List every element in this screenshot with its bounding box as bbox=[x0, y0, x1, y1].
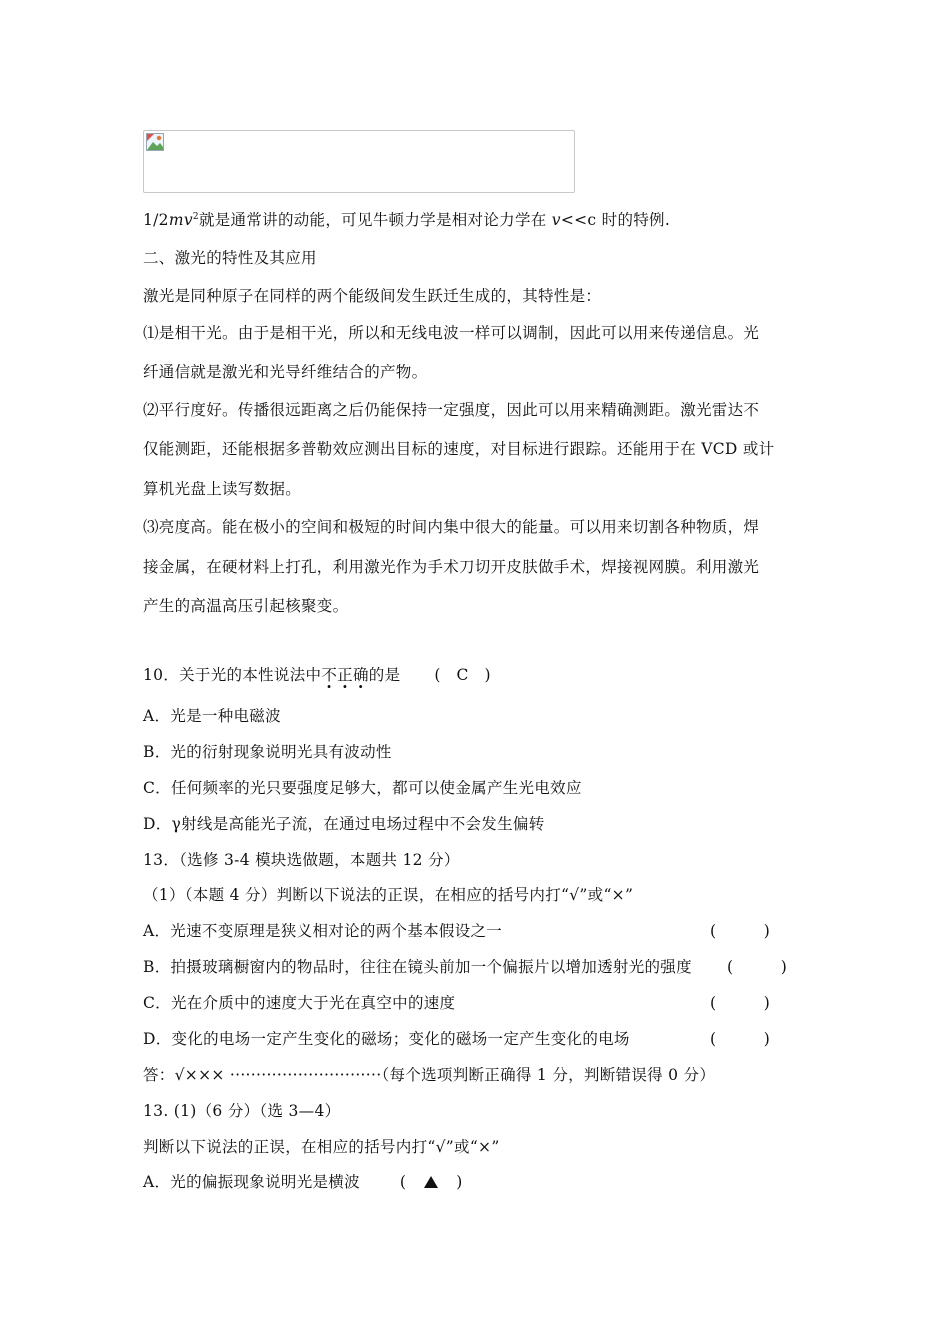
point3-line1: ⑶亮度高。能在极小的空间和极短的时间内集中很大的能量。可以用来切割各种物质，焊 bbox=[143, 518, 760, 536]
q13b-title: 13. (1)（6 分）（选 3—4） bbox=[143, 1102, 341, 1120]
point1-line2: 纤通信就是激光和光导纤维结合的产物。 bbox=[143, 363, 428, 381]
point2-line2: 仅能测距，还能根据多普勒效应测出目标的速度，对目标进行跟踪。还能用于在 VCD 或计 bbox=[143, 440, 775, 458]
point3-line2: 接金属，在硬材料上打孔，利用激光作为手术刀切开皮肤做手术，焊接视网膜。利用激光 bbox=[143, 558, 760, 576]
q13a-item-a: A．光速不变原理是狭义相对论的两个基本假设之一 ( ) bbox=[143, 922, 771, 940]
q10-option-c: C．任何频率的光只要强度足够大，都可以使金属产生光电效应 bbox=[143, 779, 582, 797]
q13a-item-d: D．变化的电场一定产生变化的磁场；变化的磁场一定产生变化的电场 ( ) bbox=[143, 1030, 771, 1048]
triangle-icon bbox=[424, 1176, 438, 1188]
q10-answer: ( C ) bbox=[434, 666, 491, 684]
point2-line1: ⑵平行度好。传播很远距离之后仍能保持一定强度，因此可以用来精确测距。激光雷达不 bbox=[143, 401, 760, 419]
q10-option-d: D．γ射线是高能光子流，在通过电场过程中不会发生偏转 bbox=[143, 815, 545, 833]
point2-line3: 算机光盘上读写数据。 bbox=[143, 480, 302, 498]
broken-image-icon bbox=[146, 133, 164, 151]
laser-intro: 激光是同种原子在同样的两个能级间发生跃迁生成的，其特性是： bbox=[143, 287, 602, 305]
q13a-title: 13．（选修 3-4 模块选做题，本题共 12 分） bbox=[143, 851, 460, 869]
q10-option-a: A．光是一种电磁波 bbox=[143, 707, 281, 725]
q10-option-b: B．光的衍射现象说明光具有波动性 bbox=[143, 743, 392, 761]
broken-image-placeholder bbox=[143, 130, 575, 193]
q13a-answer: 答：√××× ·····························（每个选项判断正确得 1 分，判断错误得 0 分） bbox=[143, 1066, 716, 1084]
q10-stem: 10．关于光的本性说法中不正确的是 ( C ) bbox=[143, 666, 491, 684]
q13a-sub: （1）（本题 4 分）判断以下说法的正误，在相应的括号内打“√”或“×” bbox=[143, 886, 634, 904]
point1-line1: ⑴是相干光。由于是相干光，所以和无线电波一样可以调制，因此可以用来传递信息。光 bbox=[143, 324, 760, 342]
energy-line: $1/2mv^2$就是通常讲的动能，可见牛顿力学是相对论力学在 v<<c 时的特例. bbox=[143, 211, 671, 229]
q13a-item-c: C．光在介质中的速度大于光在真空中的速度 ( ) bbox=[143, 994, 771, 1012]
point3-line3: 产生的高温高压引起核聚变。 bbox=[143, 597, 349, 615]
section2-title: 二、激光的特性及其应用 bbox=[143, 249, 317, 267]
q13a-item-b: B．拍摄玻璃橱窗内的物品时，往往在镜头前加一个偏振片以增加透射光的强度 ( ) bbox=[143, 958, 788, 976]
q13b-sub: 判断以下说法的正误，在相应的括号内打“√”或“×” bbox=[143, 1138, 500, 1156]
q13b-item-a: A．光的偏振现象说明光是横波 ( ) bbox=[143, 1173, 463, 1191]
